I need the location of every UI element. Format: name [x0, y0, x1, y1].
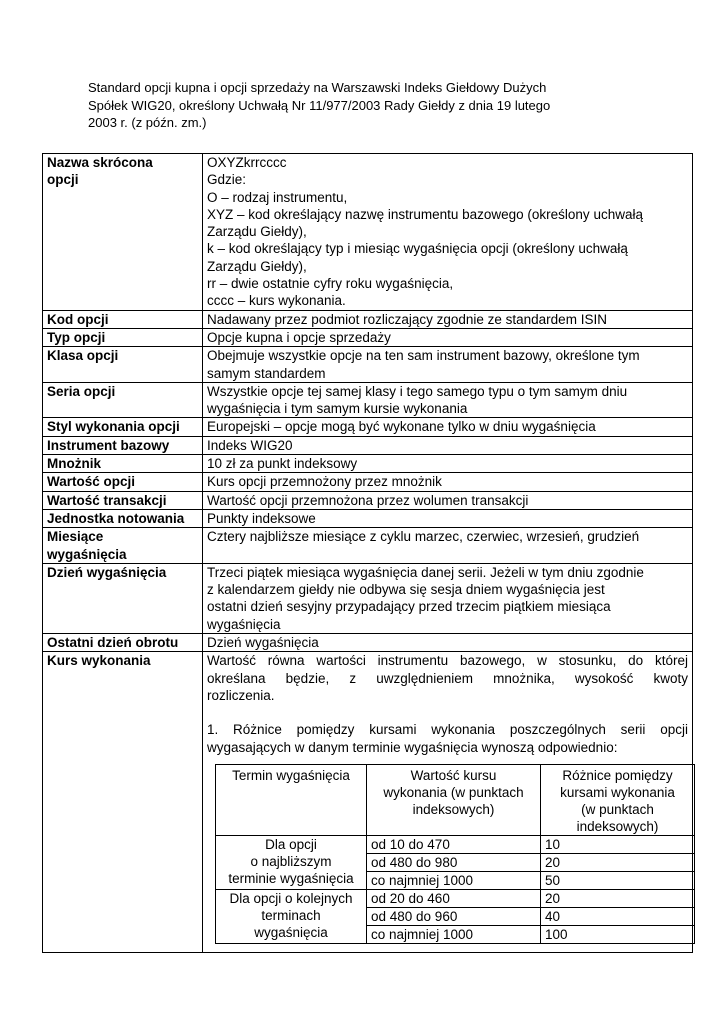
value-line: Zarządu Giełdy),	[207, 258, 307, 274]
label-klasa: Klasa opcji	[43, 347, 203, 383]
paragraph-gap	[207, 704, 688, 721]
label-ostatni: Ostatni dzień obrotu	[43, 634, 203, 652]
label-mnoznik: Mnożnik	[43, 455, 203, 473]
label-seria: Seria opcji	[43, 382, 203, 418]
group-label	[216, 835, 367, 889]
diff-cell: 100	[541, 925, 695, 943]
row-mnoznik	[43, 455, 693, 473]
value-seria	[203, 382, 693, 418]
header-roznice	[541, 764, 695, 835]
group-label-text: wygaśnięcia	[254, 924, 328, 940]
header-text: indeksowych)	[576, 818, 659, 834]
value-line: Wszystkie opcje tej samej klasy i tego samego typu o tym samym dniu	[207, 383, 628, 399]
range-cell: co najmniej 1000	[367, 925, 541, 943]
value-line: wygaśnięcia i tym samym kursie wykonania	[207, 401, 468, 417]
diff-cell: 40	[541, 907, 695, 925]
row-wartosc-transakcji	[43, 491, 693, 509]
row-miesiace	[43, 528, 693, 564]
row-nazwa	[43, 154, 693, 311]
label-jednostka: Jednostka notowania	[43, 509, 203, 527]
label-text: Miesiące	[47, 529, 104, 545]
value-line: Wartość równa wartości instrumentu bazowego, w stosunku, do której	[207, 653, 688, 669]
label-instrument: Instrument bazowy	[43, 436, 203, 454]
label-typ: Typ opcji	[43, 328, 203, 346]
value-typ: Opcje kupna i opcje sprzedaży	[203, 328, 693, 346]
range-cell: co najmniej 1000	[367, 871, 541, 889]
value-line: z kalendarzem giełdy nie odbywa się sesja dniem wygaśnięcia jest	[207, 582, 605, 598]
label-kurs: Kurs wykonania	[43, 652, 203, 952]
value-line: wygasających w danym terminie wygaśnięcia wynoszą odpowiednio:	[207, 739, 618, 755]
row-seria	[43, 382, 693, 418]
strike-difference-table	[215, 764, 695, 944]
row-klasa	[43, 347, 693, 383]
value-mnoznik: 10 zł za punkt indeksowy	[203, 455, 693, 473]
diff-cell: 20	[541, 853, 695, 871]
header-termin	[216, 764, 367, 835]
value-miesiace: Cztery najbliższe miesiące z cyklu marzec, czerwiec, wrzesień, grudzień	[203, 528, 693, 564]
document-title	[88, 79, 648, 132]
row-kod	[43, 310, 693, 328]
value-line: O – rodzaj instrumentu,	[207, 189, 348, 205]
value-line: określana będzie, z uwzględnieniem mnożnika, wysokość kwoty	[207, 670, 688, 686]
value-wartosc-transakcji: Wartość opcji przemnożona przez wolumen transakcji	[203, 491, 693, 509]
value-nazwa	[203, 154, 693, 311]
value-wartosc-opcji: Kurs opcji przemnożony przez mnożnik	[203, 473, 693, 491]
value-klasa	[203, 347, 693, 383]
table-row	[216, 835, 695, 853]
title-line: Standard opcji kupna i opcji sprzedaży na Warszawski Indeks Giełdowy Dużych	[88, 80, 547, 95]
range-cell: od 480 do 980	[367, 853, 541, 871]
value-instrument: Indeks WIG20	[203, 436, 693, 454]
row-wartosc-opcji	[43, 473, 693, 491]
group-label-text: o najbliższym	[250, 853, 332, 869]
group-label-text: Dla opcji o kolejnych	[229, 890, 353, 906]
value-line: cccc – kurs wykonania.	[207, 293, 346, 309]
row-dzien	[43, 563, 693, 633]
value-line: Trzeci piątek miesiąca wygaśnięcia danej serii. Jeżeli w tym dniu zgodnie	[207, 564, 644, 580]
diff-cell: 10	[541, 835, 695, 853]
value-jednostka: Punkty indeksowe	[203, 509, 693, 527]
value-line: k – kod określający typ i miesiąc wygaśnięcia opcji (określony uchwałą	[207, 241, 628, 257]
value-line: Gdzie:	[207, 172, 247, 188]
value-kod: Nadawany przez podmiot rozliczający zgodnie ze standardem ISIN	[203, 310, 693, 328]
header-text: (w punktach	[581, 801, 654, 817]
value-line: XYZ – kod określający nazwę instrumentu bazowego (określony uchwałą	[207, 206, 643, 222]
inner-header-row	[216, 764, 695, 835]
label-miesiace	[43, 528, 203, 564]
range-cell: od 20 do 460	[367, 889, 541, 907]
row-typ	[43, 328, 693, 346]
value-line: ostatni dzień sesyjny przypadający przed trzecim piątkiem miesiąca	[207, 599, 611, 615]
header-wartosc	[367, 764, 541, 835]
label-styl: Styl wykonania opcji	[43, 418, 203, 436]
header-text: Wartość kursu	[410, 767, 497, 783]
option-standard-table	[42, 153, 693, 953]
header-text: Różnice pomiędzy	[562, 767, 673, 783]
title-line: 2003 r. (z późn. zm.)	[88, 115, 207, 130]
value-line: rr – dwie ostatnie cyfry roku wygaśnięcia,	[207, 276, 454, 292]
row-instrument	[43, 436, 693, 454]
diff-cell: 50	[541, 871, 695, 889]
row-styl	[43, 418, 693, 436]
label-text: wygaśnięcia	[47, 546, 127, 562]
value-styl: Europejski – opcje mogą być wykonane tylko w dniu wygaśnięcia	[203, 418, 693, 436]
diff-cell: 20	[541, 889, 695, 907]
value-line: Obejmuje wszystkie opcje na ten sam instrument bazowy, określone tym	[207, 348, 640, 364]
group-label	[216, 889, 367, 943]
value-line: rozliczenia.	[207, 687, 275, 703]
label-text: opcji	[47, 172, 79, 188]
group-label-text: terminie wygaśnięcia	[228, 870, 354, 886]
group-label-text: Dla opcji	[265, 836, 317, 852]
title-line: Spółek WIG20, określony Uchwałą Nr 11/977/2003 Rady Giełdy z dnia 19 lutego	[88, 97, 551, 113]
value-line: OXYZkrrcccc	[207, 155, 287, 170]
header-text: indeksowych)	[412, 801, 495, 817]
label-wartosc-transakcji: Wartość transakcji	[43, 491, 203, 509]
value-line: 1. Różnice pomiędzy kursami wykonania poszczególnych serii opcji	[207, 722, 688, 738]
table-row	[216, 889, 695, 907]
range-cell: od 10 do 470	[367, 835, 541, 853]
label-text: Nazwa skrócona	[47, 155, 153, 170]
row-jednostka	[43, 509, 693, 527]
row-kurs	[43, 652, 693, 952]
label-dzien: Dzień wygaśnięcia	[43, 563, 203, 633]
label-nazwa	[43, 154, 203, 311]
value-line: wygaśnięcia	[207, 616, 281, 632]
range-cell: od 480 do 960	[367, 907, 541, 925]
row-ostatni	[43, 634, 693, 652]
value-line: samym standardem	[207, 365, 326, 381]
value-kurs	[203, 652, 693, 952]
label-wartosc-opcji: Wartość opcji	[43, 473, 203, 491]
value-line: Zarządu Giełdy),	[207, 224, 307, 240]
header-text: kursami wykonania	[560, 784, 675, 800]
header-text: Termin wygaśnięcia	[232, 767, 350, 783]
value-ostatni: Dzień wygaśnięcia	[203, 634, 693, 652]
header-text: wykonania (w punktach	[383, 784, 524, 800]
label-kod: Kod opcji	[43, 310, 203, 328]
group-label-text: terminach	[261, 907, 321, 923]
value-dzien	[203, 563, 693, 633]
